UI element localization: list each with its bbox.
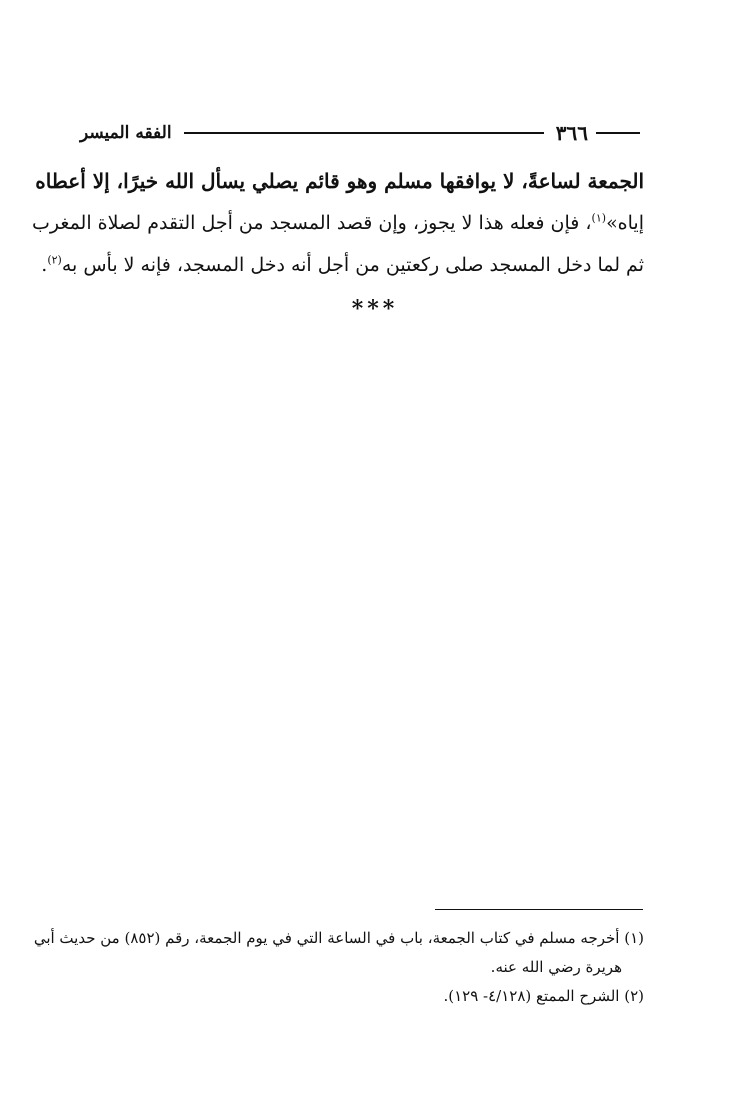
footnote-1-line-2: هريرة رضي الله عنه. (490, 958, 622, 976)
section-separator: *** (351, 296, 399, 322)
footnotes (33, 924, 644, 1011)
body-line-1: الجمعة لساعةً، لا يوافقها مسلم وهو قائم يصلي يسأل الله خيرًا، إلا أعطاه (35, 169, 644, 193)
footnote-1-line-1: (١) أخرجه مسلم في كتاب الجمعة، باب في الساعة التي في يوم الجمعة، رقم (٨٥٢) من حديث أبي (33, 929, 644, 947)
body-line-3-end: . (41, 254, 48, 276)
body-line-2 (32, 202, 644, 244)
header-rule-short (596, 132, 640, 134)
body-line-3 (41, 244, 644, 286)
body-line-2-quote-end: إياه» (606, 212, 644, 234)
footnote-rule (435, 909, 643, 910)
body-line-3-text: ثم لما دخل المسجد صلى ركعتين من أجل أنه دخل المسجد، فإنه لا بأس به (61, 254, 644, 276)
body-text (32, 160, 644, 286)
footnote-marker-2[interactable]: (٢) (47, 253, 62, 267)
footnote-2: (٢) الشرح الممتع (٤/١٢٨- ١٢٩). (443, 987, 644, 1005)
footnote-marker-1[interactable]: (١) (591, 211, 607, 225)
header-rule-long (184, 132, 544, 134)
book-title: الفقه الميسر (80, 123, 172, 143)
page-number: ٣٦٦ (555, 121, 588, 145)
running-header (80, 118, 640, 148)
body-line-2-rest: ، فإن فعله هذا لا يجوز، وإن قصد المسجد من أجل التقدم لصلاة المغرب (32, 212, 592, 234)
